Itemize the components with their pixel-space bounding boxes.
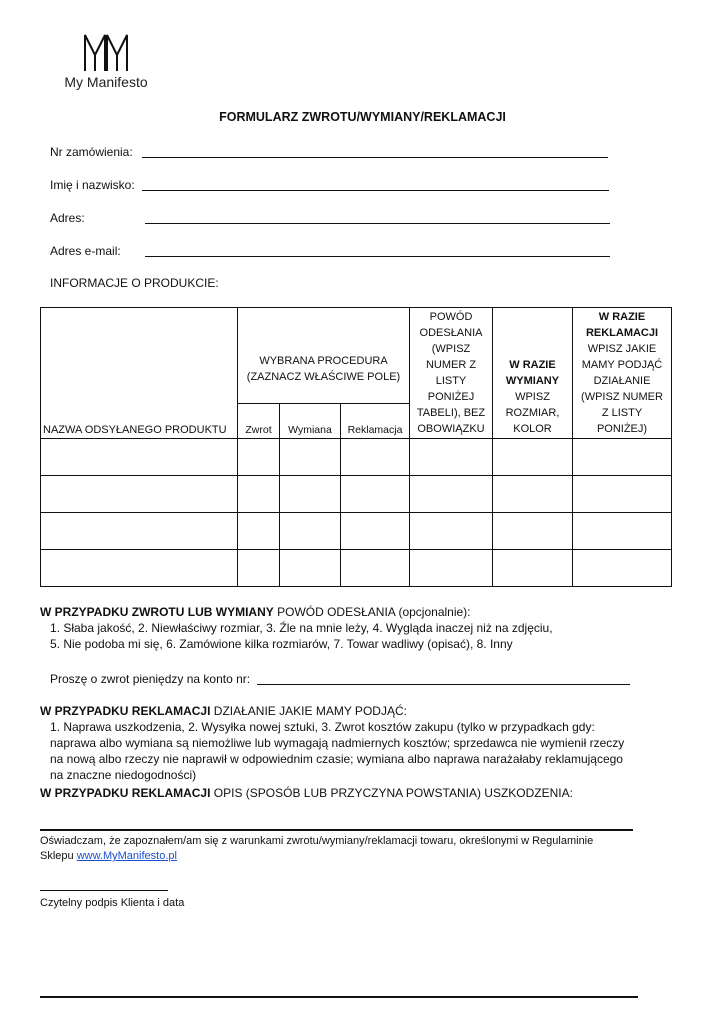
reason-cell[interactable]	[410, 513, 493, 550]
reason-header-l2: ODESŁANIA	[419, 327, 483, 339]
reason-header-l7: TABELI), BEZ	[416, 407, 486, 419]
action-header-l3: WPISZ JAKIE	[587, 343, 657, 355]
product-info-heading: INFORMACJE O PRODUKCIE:	[50, 276, 219, 290]
procedure-header-line1: WYBRANA PROCEDURA	[259, 354, 388, 367]
complaint-checkbox[interactable]	[341, 513, 410, 550]
address-label: Adres:	[50, 211, 85, 225]
table-row	[41, 439, 672, 476]
complaint-checkbox[interactable]	[341, 476, 410, 513]
action-cell[interactable]	[573, 513, 672, 550]
signature-label: Czytelny podpis Klienta i data	[40, 897, 185, 909]
exchange-header	[493, 308, 573, 439]
reason-header-l6: PONIŻEJ	[427, 391, 475, 403]
complaint-actions	[40, 703, 624, 783]
action-header-l8: PONIŻEJ)	[596, 423, 648, 435]
refund-account-field[interactable]	[50, 672, 250, 686]
return-header: Zwrot	[238, 404, 280, 439]
reason-header-l1: POWÓD	[429, 311, 473, 323]
product-name-cell[interactable]	[41, 439, 238, 476]
footer-divider	[40, 996, 638, 998]
action-header-l4: MAMY PODJĄĆ	[581, 359, 663, 371]
table-row	[41, 550, 672, 587]
complaint-desc-bold: W PRZYPADKU REKLAMACJI	[40, 786, 211, 800]
action-header-l5: DZIAŁANIE	[593, 375, 651, 387]
reason-header	[410, 308, 493, 439]
action-cell[interactable]	[573, 439, 672, 476]
order-number-line[interactable]	[142, 157, 608, 158]
action-cell[interactable]	[573, 476, 672, 513]
return-reasons-bold: W PRZYPADKU ZWROTU LUB WYMIANY	[40, 605, 274, 619]
shop-website-link[interactable]: www.MyManifesto.pl	[76, 850, 177, 862]
exchange-checkbox[interactable]	[280, 550, 341, 587]
complaint-header: Reklamacja	[341, 404, 410, 439]
full-name-label: Imię i nazwisko:	[50, 178, 135, 192]
product-name-header: NAZWA ODSYŁANEGO PRODUKTU	[41, 308, 238, 439]
address-field[interactable]	[50, 211, 85, 225]
refund-account-label: Proszę o zwrot pieniędzy na konto nr:	[50, 672, 251, 686]
email-label: Adres e-mail:	[50, 244, 121, 258]
exchange-header-l3: WPISZ	[515, 391, 550, 403]
return-reasons	[40, 604, 553, 652]
refund-account-line[interactable]	[257, 684, 630, 685]
return-checkbox[interactable]	[238, 513, 280, 550]
email-field[interactable]	[50, 244, 121, 258]
complaint-desc-rest: OPIS (SPOSÓB LUB PRZYCZYNA POWSTANIA) USZKODZENIA:	[210, 786, 573, 800]
return-reasons-rest: POWÓD ODESŁANIA (opcjonalnie):	[273, 605, 471, 619]
reason-header-l5: LISTY	[435, 375, 467, 387]
size-color-cell[interactable]	[493, 513, 573, 550]
logo	[50, 18, 162, 108]
complaint-actions-rest: DZIAŁANIE JAKIE MAMY PODJĄĆ:	[210, 704, 407, 718]
full-name-line[interactable]	[142, 190, 609, 191]
table-row	[41, 476, 672, 513]
complaint-checkbox[interactable]	[341, 550, 410, 587]
products-table	[40, 307, 672, 587]
reason-cell[interactable]	[410, 439, 493, 476]
action-header-l6: (WPISZ NUMER	[581, 391, 663, 403]
complaint-description-line[interactable]	[40, 829, 633, 831]
return-checkbox[interactable]	[238, 550, 280, 587]
action-header-l2: REKLAMACJI	[585, 327, 659, 339]
product-name-cell[interactable]	[41, 550, 238, 587]
procedure-header	[238, 308, 410, 404]
declaration-line1: Oświadczam, że zapoznałem/am się z warunkami zwrotu/wymiany/reklamacji towaru, określonymi w Regulaminie	[40, 835, 594, 847]
size-color-cell[interactable]	[493, 439, 573, 476]
full-name-field[interactable]	[50, 178, 135, 192]
complaint-actions-line3: na nową albo rzeczy nie naprawił w odpowiednim czasie; wymiana albo naprawa narażałaby reklamującego	[50, 752, 623, 766]
reason-cell[interactable]	[410, 476, 493, 513]
return-reasons-line2: 5. Nie podoba mi się, 6. Zamówione kilka rozmiarów, 7. Towar wadliwy (opisać), 8. Inny	[50, 637, 513, 651]
complaint-checkbox[interactable]	[341, 439, 410, 476]
exchange-header-l1: W RAZIE	[509, 359, 556, 371]
return-checkbox[interactable]	[238, 476, 280, 513]
size-color-cell[interactable]	[493, 550, 573, 587]
action-header	[573, 308, 672, 439]
declaration	[40, 834, 593, 864]
product-name-cell[interactable]	[41, 476, 238, 513]
return-reasons-line1: 1. Słaba jakość, 2. Niewłaściwy rozmiar, 3. Źle na mnie leży, 4. Wygląda inaczej niż na zdjęciu,	[50, 621, 553, 635]
table-row	[41, 513, 672, 550]
exchange-header-l5: KOLOR	[513, 423, 552, 435]
size-color-cell[interactable]	[493, 476, 573, 513]
action-header-l7: Z LISTY	[601, 407, 643, 419]
action-header-l1: W RAZIE	[598, 311, 646, 323]
complaint-actions-line1: 1. Naprawa uszkodzenia, 2. Wysyłka nowej sztuki, 3. Zwrot kosztów zakupu (tylko w przypadkach gdy:	[50, 720, 595, 734]
complaint-actions-bold: W PRZYPADKU REKLAMACJI	[40, 704, 211, 718]
order-number-label: Nr zamówienia:	[50, 145, 133, 159]
complaint-actions-line2: naprawa albo wymiana są niemożliwe lub wymagają nadmiernych kosztów; sprzedawca nie wymienił rzeczy	[50, 736, 625, 750]
declaration-prefix: Sklepu	[40, 850, 77, 862]
mm-monogram-logo-icon	[83, 33, 129, 73]
exchange-header-l4: ROZMIAR,	[505, 407, 560, 419]
reason-cell[interactable]	[410, 550, 493, 587]
address-line[interactable]	[145, 223, 610, 224]
reason-header-l3: (WPISZ	[431, 343, 471, 355]
form-title: FORMULARZ ZWROTU/WYMIANY/REKLAMACJI	[219, 110, 506, 124]
exchange-checkbox[interactable]	[280, 439, 341, 476]
exchange-checkbox[interactable]	[280, 513, 341, 550]
email-line[interactable]	[145, 256, 610, 257]
complaint-actions-line4: na znaczne niedogodności)	[50, 768, 197, 782]
order-number-field[interactable]	[50, 145, 133, 159]
action-cell[interactable]	[573, 550, 672, 587]
product-name-cell[interactable]	[41, 513, 238, 550]
logo-text: My Manifesto	[64, 74, 148, 90]
exchange-checkbox[interactable]	[280, 476, 341, 513]
exchange-header-l2: WYMIANY	[505, 375, 560, 387]
reason-header-l4: NUMER Z	[425, 359, 477, 371]
reason-header-l8: OBOWIĄZKU	[417, 423, 485, 435]
procedure-header-line2: (ZAZNACZ WŁAŚCIWE POLE)	[246, 370, 401, 383]
exchange-option-header: Wymiana	[280, 404, 341, 439]
return-checkbox[interactable]	[238, 439, 280, 476]
complaint-description-heading	[40, 785, 573, 801]
signature-line[interactable]	[40, 890, 168, 891]
